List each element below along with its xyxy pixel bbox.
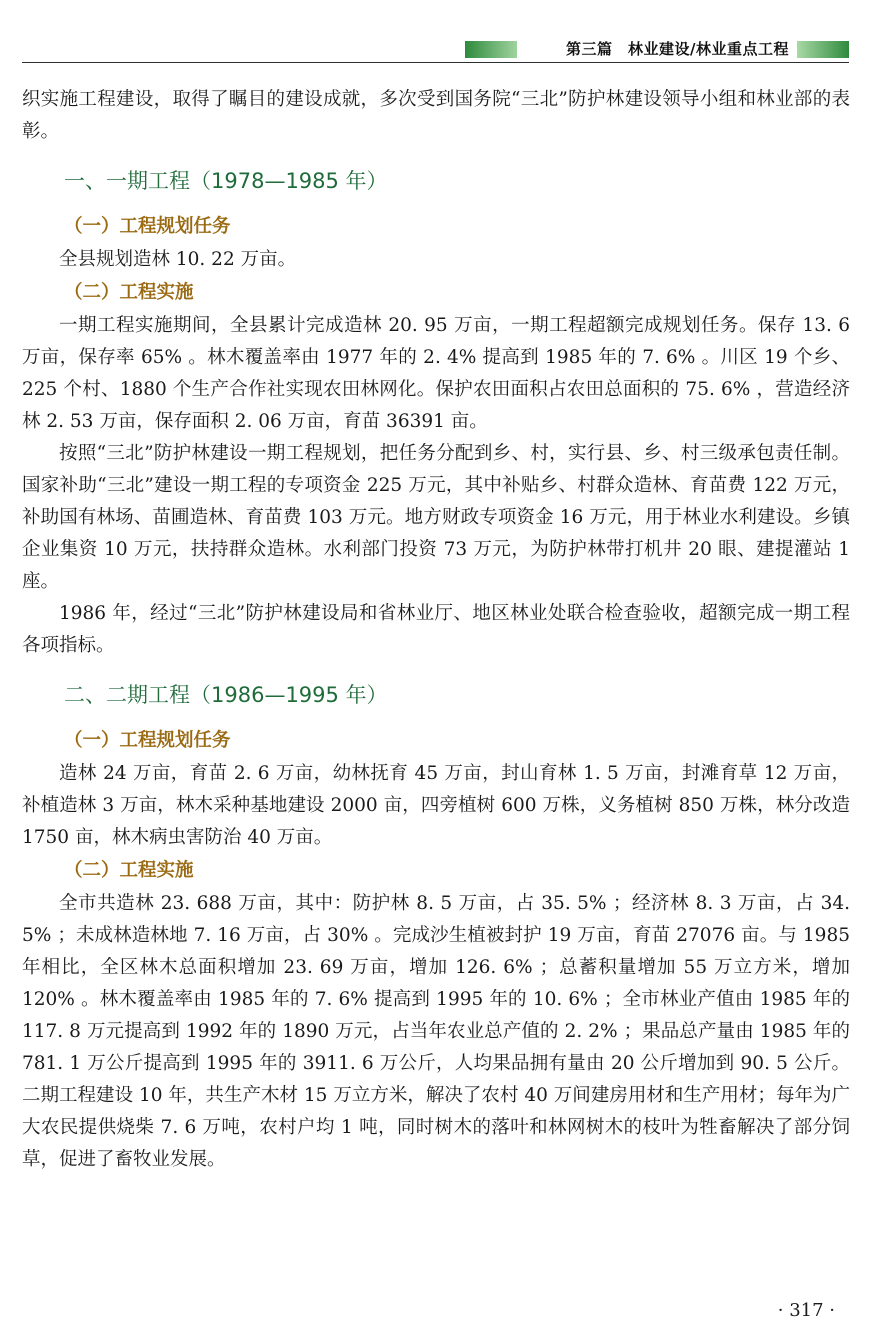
- paragraph: 1986 年，经过“三北”防护林建设局和省林业厅、地区林业处联合检查验收，超额完成一期工程各项指标。: [22, 603, 850, 656]
- page-number: · 317 ·: [777, 1300, 835, 1321]
- subheading-planning-tasks: （一）工程规划任务: [64, 216, 231, 237]
- paragraph: 全市共造林 23. 688 万亩，其中：防护林 8. 5 万亩，占 35. 5% ；经济林 8. 3 万亩，占 34. 5% ；未成林造林地 7. 16 万亩，占 30% 。完成沙生植被封护 19 万亩，育苗 27076 亩。与 1985 年相比，全区林木总面积增加 23. 69 万亩，增加 126. 6% ；总蓄积量增加 55 万立方米，增加 120% 。林木覆盖率由 1985 年的 7. 6% 提高到 1995 年的 10. 6% ；全市林业产值由 1985 年的 117. 8 万元提高到 1992 年的 1890 万元，占当年农业总产值的 2. 2% ；果品总产量由 1985 年的 781. 1 万公斤提高到 1995 年的 3911. 6 万公斤，人均果品拥有量由 20 公斤增加到 90. 5 公斤。二期工程建设 10 年，共生产木材 15 万立方米，解决了农村 40 万间建房用材和生产用材；每年为广大农民提供烧柴 7. 6 万吨，农村户均 1 吨，同时树木的落叶和林网树木的枝叶为牲畜解决了部分饲草，促进了畜牧业发展。: [22, 893, 850, 1170]
- subheading-planning-tasks: （一）工程规划任务: [64, 730, 231, 751]
- section-heading-phase-two: 二、二期工程（1986—1995 年）: [64, 683, 388, 707]
- paragraph: 造林 24 万亩，育苗 2. 6 万亩，幼林抚育 45 万亩，封山育林 1. 5 万亩，封滩育草 12 万亩，补植造林 3 万亩，林木采种基地建设 2000 亩，四旁植树 600 万株，义务植树 850 万株，林分改造 1750 亩，林木病虫害防治 40 万亩。: [22, 763, 850, 848]
- paragraph-continued: 织实施工程建设，取得了瞩目的建设成就，多次受到国务院“三北”防护林建设领导小组和林业部的表彰。: [22, 89, 850, 142]
- subheading-implementation: （二）工程实施: [64, 860, 194, 881]
- subheading-implementation: （二）工程实施: [64, 282, 194, 303]
- page-content: [22, 84, 850, 1176]
- paragraph: 全县规划造林 10. 22 万亩。: [59, 249, 297, 270]
- header-title: 第三篇 林业建设/林业重点工程: [566, 40, 789, 58]
- paragraph: 按照“三北”防护林建设一期工程规划，把任务分配到乡、村，实行县、乡、村三级承包责任制。国家补助“三北”建设一期工程的专项资金 225 万元，其中补贴乡、村群众造林、育苗费 122 万元，补助国有林场、苗圃造林、育苗费 103 万元。地方财政专项资金 16 万元，用于林业水利建设。乡镇企业集资 10 万元，扶持群众造林。水利部门投资 73 万元，为防护林带打机井 20 眼、建提灌站 1 座。: [22, 443, 850, 592]
- header-green-bar-right: [797, 41, 849, 58]
- paragraph: 一期工程实施期间，全县累计完成造林 20. 95 万亩，一期工程超额完成规划任务。保存 13. 6 万亩，保存率 65% 。林木覆盖率由 1977 年的 2. 4% 提高到 1985 年的 7. 6% 。川区 19 个乡、225 个村、1880 个生产合作社实现农田林网化。保护农田面积占农田总面积的 75. 6% ，营造经济林 2. 53 万亩，保存面积 2. 06 万亩，育苗 36391 亩。: [22, 315, 850, 432]
- header-green-bar-left: [465, 41, 517, 58]
- section-heading-phase-one: 一、一期工程（1978—1985 年）: [64, 169, 388, 193]
- page-header: [22, 38, 849, 63]
